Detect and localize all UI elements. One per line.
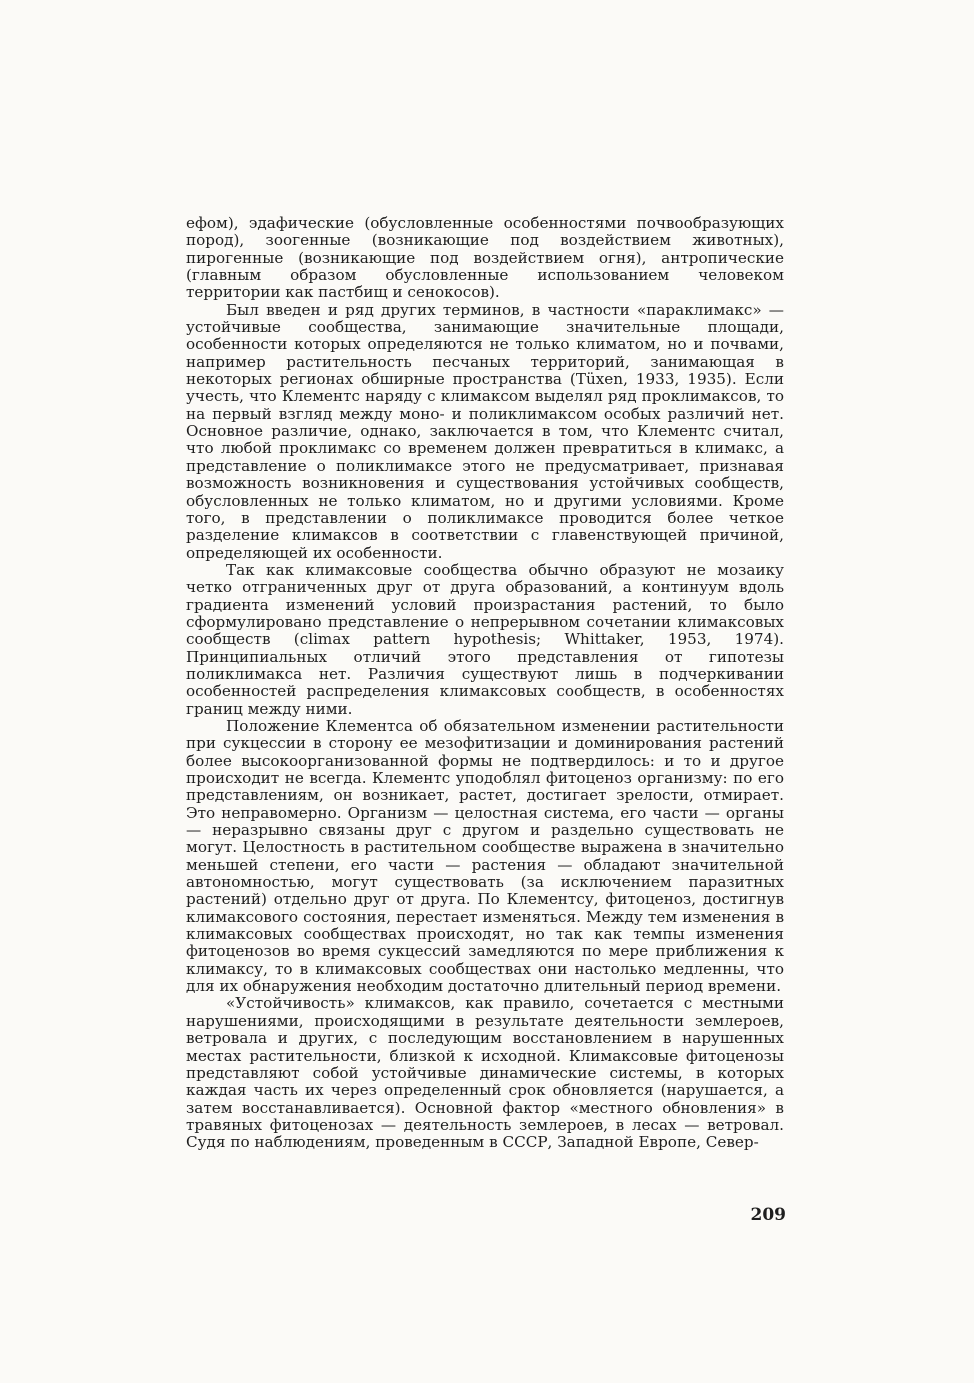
body-text (186, 215, 784, 1152)
paragraph-5: «Устойчивость» климаксов, как правило, сочетается с местными нарушениями, происходящими в результате деятельности землероев, ветровала и других, с последующим восстановлением в нарушенных местах растительности, близкой к исходной. Климаксовые фитоценозы представляют собой устойчивые динамические системы, в которых каждая часть их через определенный срок обновляется (нарушается, а затем восстанавливается). Основной фактор «местного обновления» в травяных фитоценозах — деятельность землероев, в лесах — ветровал. Судя по наблюдениям, проведенным в СССР, Западной Европе, Север- (186, 994, 784, 1152)
page-number: 209 (750, 1205, 786, 1225)
paragraph-1: ефом), эдафические (обусловленные особенностями почвообразующих пород), зоогенные (возникающие под воздействием животных), пирогенные (возникающие под воздействием огня), антропические (главным образом обусловленные использованием человеком территории как пастбищ и сенокосов). (186, 214, 784, 302)
paragraph-2: Был введен и ряд других терминов, в частности «параклимакс» — устойчивые сообщества, занимающие значительные площади, особенности которых определяются не только климатом, но и почвами, например растительность песчаных территорий, занимающая в некоторых регионах обширные пространства (Tüxen, 1933, 1935). Если учесть, что Клементс наряду с климаксом выделял ряд проклимаксов, то на первый взгляд между моно- и поликлимаксом особых различий нет. Основное различие, однако, заключается в том, что Клементс считал, что любой проклимакс со временем должен превратиться в климакс, а представление о поликлимаксе этого не предусматривает, признавая возможность возникновения и существования устойчивых сообществ, обусловленных не только климатом, но и другими условиями. Кроме того, в представлении о поликлимаксе проводится более четкое разделение климаксов в соответствии с главенствующей причиной, определяющей их особенности. (186, 300, 784, 562)
paragraph-3: Так как климаксовые сообщества обычно образуют не мозаику четко отграниченных друг от друга образований, а континуум вдоль градиента изменений условий произрастания растений, то было сформулировано представление о непрерывном сочетании климаксовых сообществ (climax pattern hypothesis; Whittaker, 1953, 1974). Принципиальных отличий этого представления от гипотезы поликлимакса нет. Различия существуют лишь в подчеркивании особенностей распределения климаксовых сообществ, в особенностях границ между ними. (186, 560, 784, 718)
paragraph-4: Положение Клементса об обязательном изменении растительности при сукцессии в сторону ее мезофитизации и доминирования растений более высокоорганизованной формы не подтвердилось: и то и другое происходит не всегда. Клементс уподоблял фитоценоз организму: по его представлениям, он возникает, растет, достигает зрелости, отмирает. Это неправомерно. Организм — целостная система, его части — органы — неразрывно связаны друг с другом и раздельно существовать не могут. Целостность в растительном сообществе выражена в значительно меньшей степени, его части — растения — обладают значительной автономностью, могут существовать (за исключением паразитных растений) отдельно друг от друга. По Клементсу, фитоценоз, достигнув климаксового состояния, перестает изменяться. Между тем изменения в климаксовых сообществах происходят, но так как темпы изменения фитоценозов во время сукцессий замедляются по мере приближения к климаксу, то в климаксовых сообществах они настолько медленны, что для их обнаружения необходим достаточно длительный период времени. (186, 716, 784, 996)
